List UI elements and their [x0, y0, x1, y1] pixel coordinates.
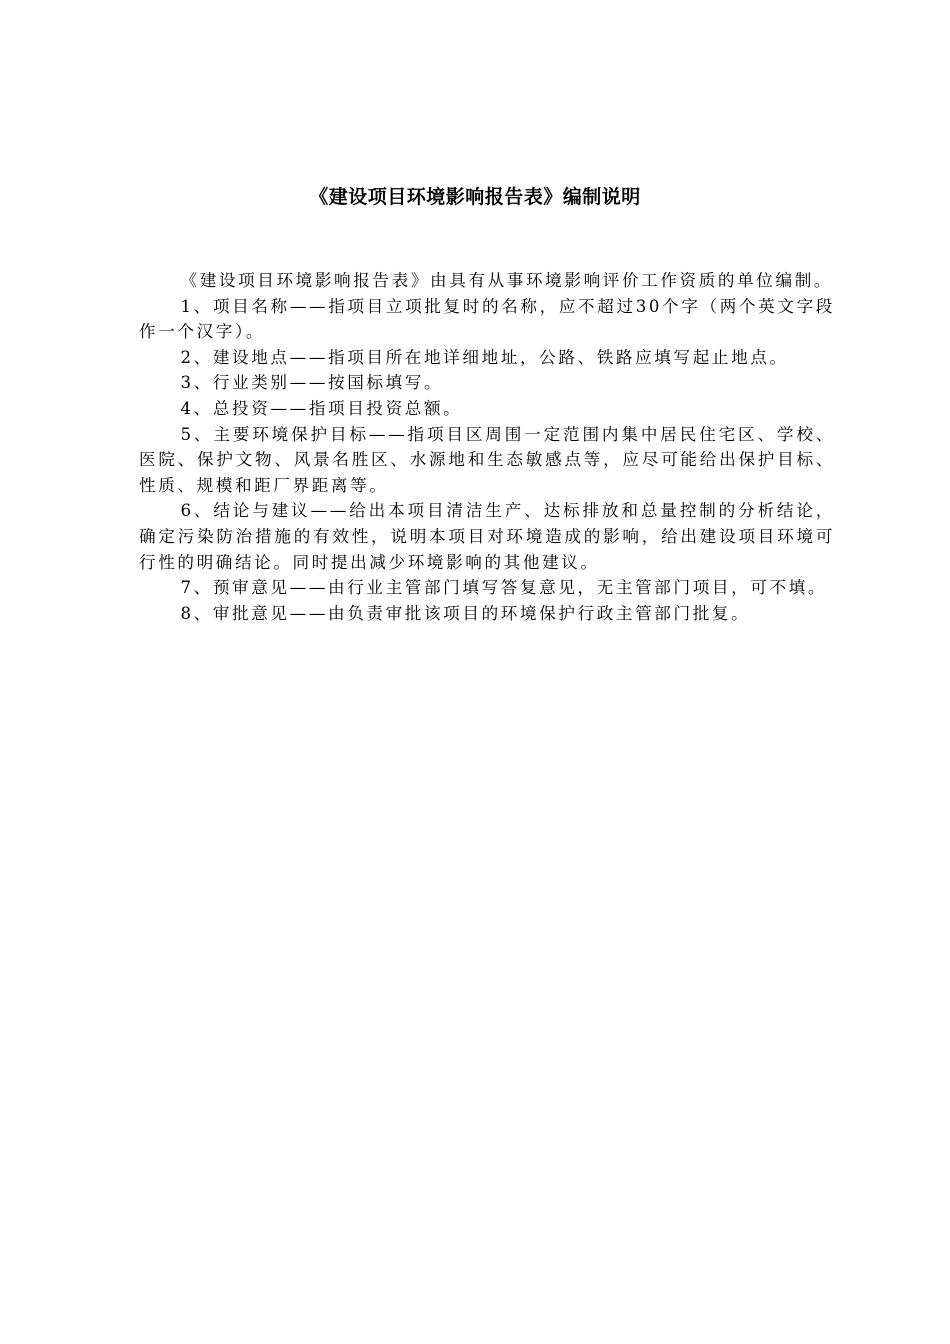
document-title: 《建设项目环境影响报告表》编制说明 — [309, 186, 641, 208]
paragraph-item-8: 8、审批意见——由负责审批该项目的环境保护行政主管部门批复。 — [180, 603, 751, 623]
paragraph-item-1: 1、项目名称——指项目立项批复时的名称，应不超过30个字（两个英文字段作一个汉字）。 — [139, 296, 835, 342]
paragraph-item-3: 3、行业类别——按国标填写。 — [180, 373, 444, 393]
paragraph-item-5: 5、主要环境保护目标——指项目区周围一定范围内集中居民住宅区、学校、医院、保护文物、风景名胜区、水源地和生态敏感点等，应尽可能给出保护目标、性质、规模和距厂界距离等。 — [139, 424, 835, 495]
paragraph-item-2: 2、建设地点——指项目所在地详细地址，公路、铁路应填写起止地点。 — [180, 347, 789, 367]
paragraph-item-4: 4、总投资——指项目投资总额。 — [180, 398, 463, 418]
document-body — [139, 268, 835, 626]
paragraph-item-6: 6、结论与建议——给出本项目清洁生产、达标排放和总量控制的分析结论，确定污染防治措施的有效性，说明本项目对环境造成的影响，给出建设项目环境可行性的明确结论。同时提出减少环境影响的其他建议。 — [139, 501, 835, 572]
paragraph-item-7: 7、预审意见——由行业主管部门填写答复意见，无主管部门项目，可不填。 — [180, 578, 828, 598]
paragraph-intro: 《建设项目环境影响报告表》由具有从事环境影响评价工作资质的单位编制。 — [180, 271, 834, 290]
